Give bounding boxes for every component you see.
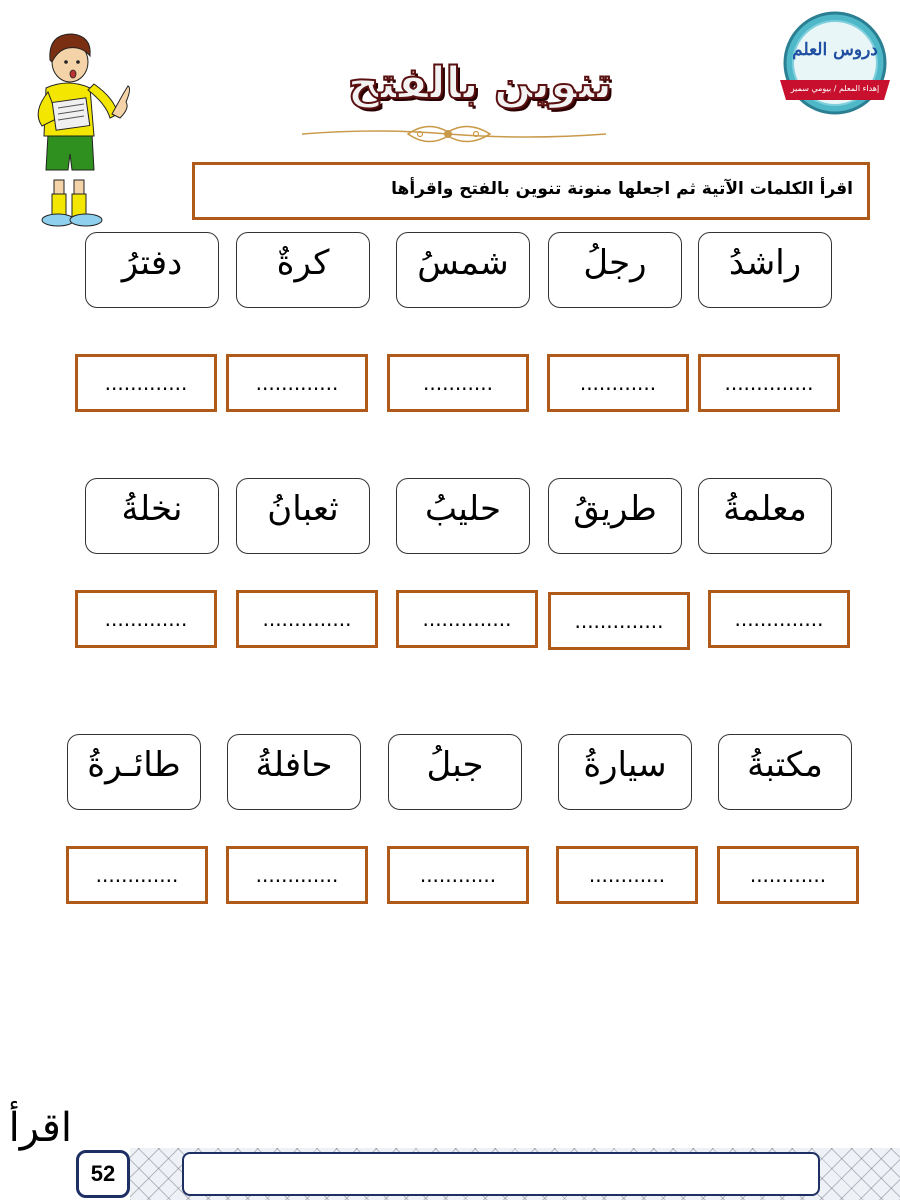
answer-box[interactable]: ............ [387,846,529,904]
answer-box[interactable]: ............. [226,846,368,904]
word-card: سيارةُ [558,734,692,810]
word-card: شمسُ [396,232,530,308]
answer-box[interactable]: ............. [75,590,217,648]
answer-box[interactable]: .............. [236,590,378,648]
answer-box[interactable]: ............. [66,846,208,904]
iqra-calligraphy: اقرأ [8,1105,72,1151]
footer-bar [182,1152,820,1196]
page-title: تنوين بالفتح [347,58,613,109]
answer-box[interactable]: .............. [698,354,840,412]
ornament-divider [298,118,610,150]
word-card: حافلةُ [227,734,361,810]
word-card: كرةٌ [236,232,370,308]
answer-box[interactable]: ............. [75,354,217,412]
word-card: مكتبةُ [718,734,852,810]
word-card: طائـرةُ [67,734,201,810]
site-logo [772,8,898,118]
answer-box[interactable]: ............. [226,354,368,412]
word-card: ثعبانُ [236,478,370,554]
logo-brand-text: دروس العلم [792,40,878,60]
word-card: جبلُ [388,734,522,810]
answer-box[interactable]: ............ [556,846,698,904]
word-card: دفترُ [85,232,219,308]
word-card: راشدُ [698,232,832,308]
page-number: 52 [76,1150,130,1198]
answer-box[interactable]: .............. [396,590,538,648]
answer-box[interactable]: ............ [717,846,859,904]
answer-box[interactable]: ........... [387,354,529,412]
answer-box[interactable]: .............. [548,592,690,650]
boy-illustration [28,22,138,232]
word-card: حليبُ [396,478,530,554]
answer-box[interactable]: .............. [708,590,850,648]
word-card: نخلةُ [85,478,219,554]
word-card: رجلُ [548,232,682,308]
instruction-box: اقرأ الكلمات الآتية ثم اجعلها منونة تنوين بالفتح واقرأها [192,162,870,220]
logo-ribbon-text: إهداء المعلم / بيومي سمير [790,84,880,93]
word-card: معلمةُ [698,478,832,554]
answer-box[interactable]: ............ [547,354,689,412]
word-card: طريقُ [548,478,682,554]
